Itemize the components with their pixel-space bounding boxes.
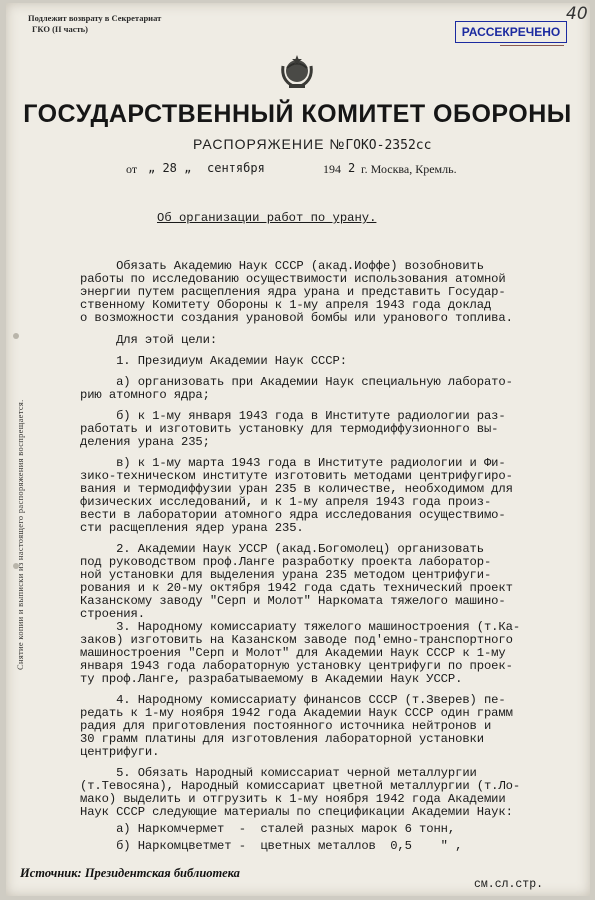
date-year-prefix: 194 bbox=[323, 162, 341, 176]
body-line: 2. Академии Наук УССР (акад.Богомолец) организовать bbox=[80, 542, 484, 556]
return-note-line: Подлежит возврату в Секретариат bbox=[28, 13, 162, 23]
body-line: а) Наркомчермет - сталей разных марок 6 тонн, bbox=[80, 822, 456, 836]
body-line: в) к 1-му марта 1943 года в Институте радиологии и Фи- bbox=[80, 456, 506, 470]
copy-prohibition-note: Снятие копии и выписки из настоящего распоряжения воспрещается. bbox=[15, 399, 25, 670]
body-line: строения. bbox=[80, 607, 145, 621]
body-line: под руководством проф.Ланге разработку проекта лаборатор- bbox=[80, 555, 492, 569]
body-line: б) к 1-му января 1943 года в Институте радиологии раз- bbox=[80, 409, 506, 423]
body-line: машиностроения "Серп и Молот" для Академии Наук СССР к 1-му bbox=[80, 646, 506, 660]
body-line: центрифуги. bbox=[80, 745, 160, 759]
body-line: Для этой цели: bbox=[80, 333, 218, 347]
body-line: а) организовать при Академии Наук специальную лаборато- bbox=[80, 375, 513, 389]
body-line: радия для приготовления постоянного источника нейтронов и bbox=[80, 719, 492, 733]
body-line: энергии путем расщепления ядра урана и представить Государ- bbox=[80, 285, 506, 299]
body-line: января 1943 года лабораторную установку центрифуги по проек- bbox=[80, 659, 513, 673]
body-line: (т.Тевосяна), Народный комиссариат цветной металлургии (т.Ло- bbox=[80, 779, 521, 793]
body-line: ту проф.Ланге, разрабатываемому в Академии Наук УССР. bbox=[80, 672, 463, 686]
body-line: Казанскому заводу "Серп и Молот" Наркомата тяжелого машино- bbox=[80, 594, 506, 608]
body-line: ственному Комитету Обороны к 1-му апреля 1943 года доклад bbox=[80, 298, 492, 312]
continued-note: см.сл.стр. bbox=[474, 878, 544, 891]
body-line: Наук СССР следующие материалы по спецификации Академии Наук: bbox=[80, 805, 513, 819]
body-line: зико-техническом институте изготовить методами центрифугиро- bbox=[80, 469, 513, 483]
return-note-line: ГКО (II часть) bbox=[32, 24, 88, 34]
body-line: редать к 1-му ноября 1942 года Академии Наук СССР один грамм bbox=[80, 706, 513, 720]
body-line: заков) изготовить на Казанском заводе под'емно-транспортного bbox=[80, 633, 513, 647]
body-line: рию атомного ядра; bbox=[80, 388, 210, 402]
date-month: сентября bbox=[207, 161, 265, 175]
date-day: „ 28 „ bbox=[148, 161, 192, 175]
order-number: ГОКО-2352сс bbox=[345, 138, 432, 153]
date-prefix: от bbox=[126, 162, 138, 176]
body-line: сти расщепления ядер урана 235. bbox=[80, 521, 304, 535]
body-line: Обязать Академию Наук СССР (акад.Иоффе) возобновить bbox=[80, 259, 484, 273]
body-line: мако) выделить и отгрузить к 1-му ноября 1942 года Академии bbox=[80, 792, 506, 806]
document-subject: Об организации работ по урану. bbox=[157, 211, 377, 225]
declassified-stamp: РАССЕКРЕЧЕНО bbox=[455, 21, 567, 43]
body-line: 5. Обязать Народный комиссариат черной металлургии bbox=[80, 766, 477, 780]
body-line: работать и изготовить установку для термодиффузионного вы- bbox=[80, 422, 499, 436]
body-line: б) Наркомцветмет - цветных металлов 0,5 " , bbox=[80, 839, 463, 853]
body-line: вести в лаборатории атомного ядра исследования осуществимо- bbox=[80, 508, 506, 522]
date-year-suffix: 2 bbox=[348, 161, 356, 175]
body-line: ной установки для выделения урана 235 методом центрифуги- bbox=[80, 568, 492, 582]
order-label: РАСПОРЯЖЕНИЕ № bbox=[193, 136, 346, 152]
page-number: 40 bbox=[566, 4, 588, 24]
source-caption: Источник: Президентская библиотека bbox=[20, 866, 240, 880]
body-line: деления урана 235; bbox=[80, 435, 210, 449]
body-line: вания и термодиффузии уран 235 в количестве, необходимом для bbox=[80, 482, 513, 496]
body-line: 4. Народному комиссариату финансов СССР (т.Зверев) пе- bbox=[80, 693, 506, 707]
body-line: физических исследований, и к 1-му апреля 1943 года произ- bbox=[80, 495, 492, 509]
body-line: работы по исследованию осуществимости использования атомной bbox=[80, 272, 506, 286]
committee-title: ГОСУДАРСТВЕННЫЙ КОМИТЕТ ОБОРОНЫ bbox=[23, 100, 572, 128]
body-line: 1. Президиум Академии Наук СССР: bbox=[80, 354, 347, 368]
body-line: рования и к 20-му октября 1942 года сдать технический проект bbox=[80, 581, 513, 595]
body-line: о возможности создания урановой бомбы или уранового топлива. bbox=[80, 311, 513, 325]
body-line: 30 грамм платины для изготовления лабораторной установки bbox=[80, 732, 484, 746]
body-line: 3. Народному комиссариату тяжелого машиностроения (т.Ка- bbox=[80, 620, 521, 634]
date-place: г. Москва, Кремль. bbox=[361, 162, 457, 176]
